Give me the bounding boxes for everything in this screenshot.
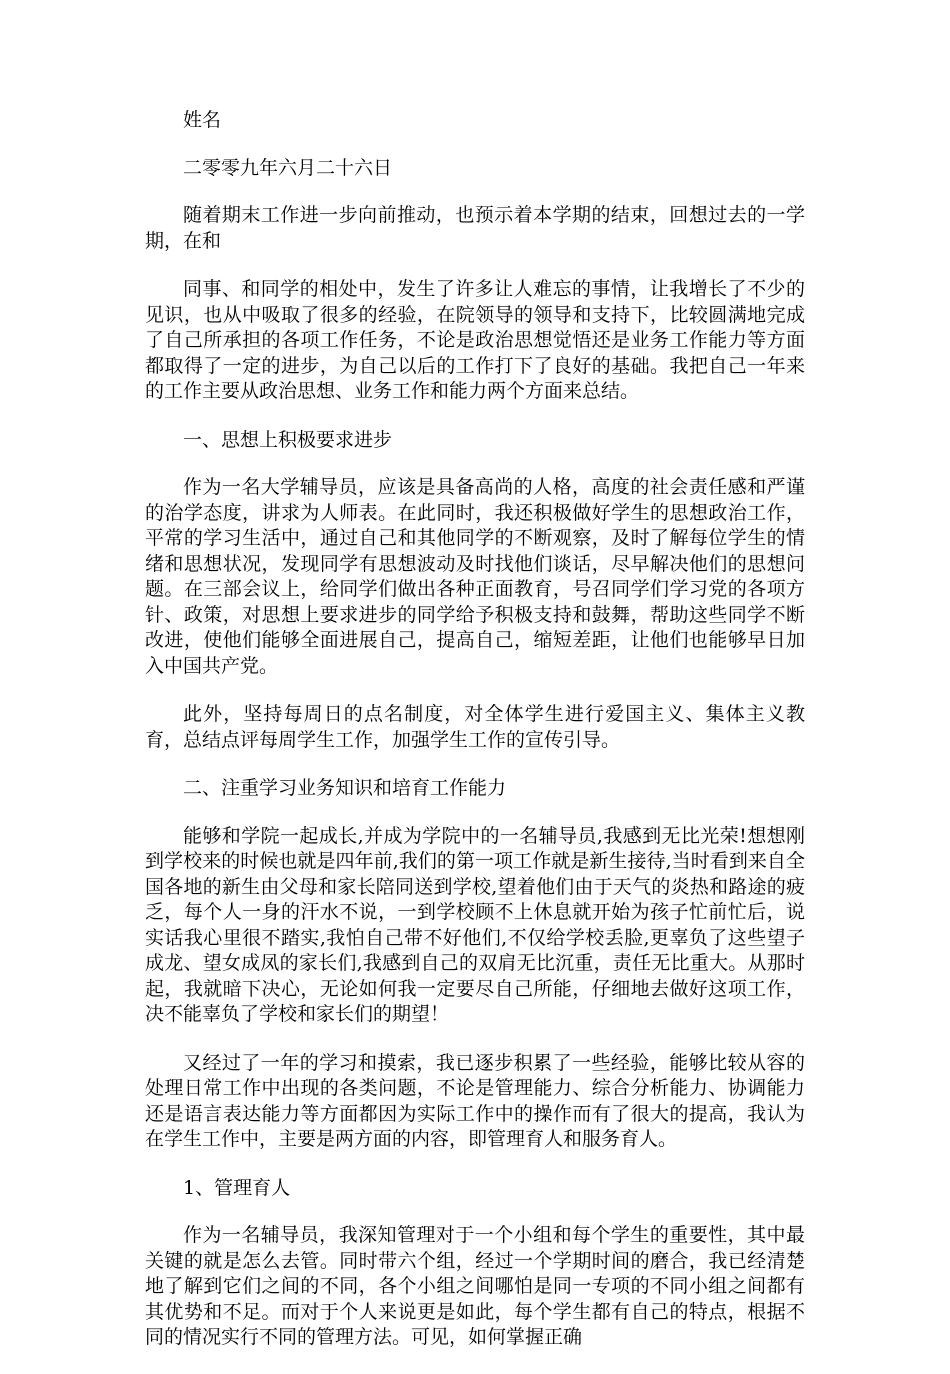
section-heading-2: 二、注重学习业务知识和培育工作能力 (183, 777, 507, 799)
subsection-heading-1: 1、管理育人 (183, 1176, 291, 1199)
paragraph-management: 作为一名辅导员，我深知管理对于一个小组和每个学生的重要性，其中最关键的就是怎么去管。同时带六个组，经过一个学期时间的磨合，我已经清楚地了解到它们之间的不同，各个小组之间哪怕是同一专项的不同小组之间都有其优势和不足。而对于个人来说更是如此，每个学生都有自己的特点，根据不同的情况实行不同的管理方法。可见，如何掌握正确 (145, 1224, 805, 1348)
paragraph-weekly: 此外，坚持每周日的点名制度，对全体学生进行爱国主义、集体主义教育，总结点评每周学生工作，加强学生工作的宣传引导。 (145, 703, 805, 751)
section-heading-1: 一、思想上积极要求进步 (183, 428, 393, 451)
document-date: 二零零九年六月二十六日 (183, 156, 393, 179)
paragraph-growth: 能够和学院一起成长,并成为学院中的一名辅导员,我感到无比光荣!想想刚到学校来的时候也就是四年前,我们的第一项工作就是新生接待,当时看到来自全国各地的新生由父母和家长陪同送到学校,望着他们由于天气的炎热和路途的疲乏，每个人一身的汗水不说，一到学校顾不上休息就开始为孩子忙前忙后，说实话我心里很不踏实,我怕自己带不好他们,不仅给学校丢脸,更辜负了这些望子成龙、望女成凤的家长们,我感到自己的双肩无比沉重，责任无比重大。从那时起，我就暗下决心，无论如何我一定要尽自己所能，仔细地去做好这项工作，决不能辜负了学校和家长们的期望！ (145, 824, 805, 1025)
paragraph-intro: 随着期末工作进一步向前推动，也预示着本学期的结束，回想过去的一学期，在和 (145, 204, 805, 252)
paragraph-experience: 又经过了一年的学习和摸索，我已逐步积累了一些经验，能够比较从容的处理日常工作中出现的各类问题，不论是管理能力、综合分析能力、协调能力还是语言表达能力等方面都因为实际工作中的操作而有了很大的提高，我认为在学生工作中，主要是两方面的内容，即管理育人和服务育人。 (145, 1051, 805, 1150)
paragraph-political: 作为一名大学辅导员，应该是具备高尚的人格，高度的社会责任感和严谨的治学态度，讲求为人师表。在此同时，我还积极做好学生的思想政治工作，平常的学习生活中，通过自己和其他同学的不断观察，及时了解每位学生的情绪和思想状况，发现同学有思想波动及时找他们谈话，尽早解决他们的思想问题。在三部会议上，给同学们做出各种正面教育，号召同学们学习党的各项方针、政策，对思想上要求进步的同学给予积极支持和鼓舞，帮助这些同学不断改进，使他们能够全面进展自己，提高自己，缩短差距，让他们也能够早日加入中国共产党。 (145, 476, 805, 677)
document-body (145, 108, 805, 1374)
paragraph-summary: 同事、和同学的相处中，发生了许多让人难忘的事情，让我增长了不少的见识，也从中吸取了很多的经验，在院领导的领导和支持下，比较圆满地完成了自己所承担的各项工作任务，不论是政治思想觉悟还是业务工作能力等方面都取得了一定的进步，为自己以后的工作打下了良好的基础。我把自己一年来的工作主要从政治思想、业务工作和能力两个方面来总结。 (145, 278, 805, 402)
author-name: 姓名 (183, 109, 222, 131)
